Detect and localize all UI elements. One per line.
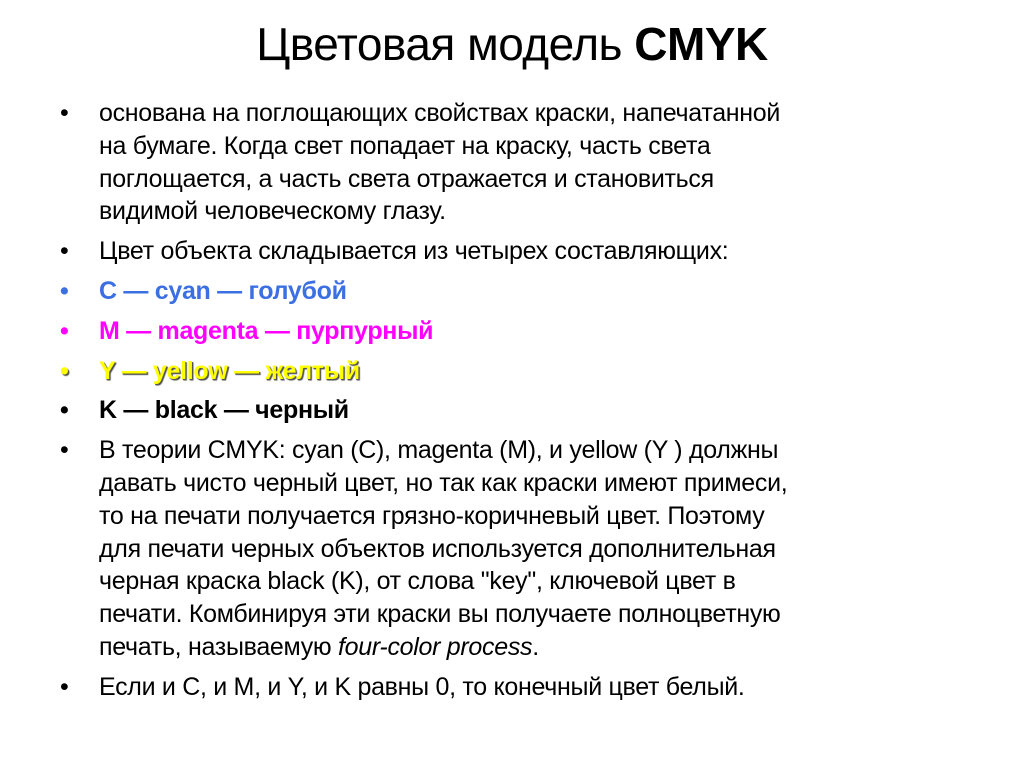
text-line: Если и C, и M, и Y, и K равны 0, то конечный цвет белый. xyxy=(99,672,745,701)
slide-title xyxy=(0,14,1024,74)
text-line: печати. Комбинируя эти краски вы получаете полноцветную xyxy=(99,600,781,629)
text-line: черная краска black (K), от слова "key", ключевой цвет в xyxy=(99,567,736,596)
bullet-icon: • xyxy=(60,356,69,385)
text-line: видимой человеческому глазу. xyxy=(99,197,446,226)
text-line: давать чисто черный цвет, но так как краски имеют примеси, xyxy=(99,468,788,497)
text-line: Цвет объекта складывается из четырех составляющих: xyxy=(99,237,729,266)
bullet-theory xyxy=(56,434,996,664)
bullet-icon: • xyxy=(60,99,69,127)
text-line: на бумаге. Когда свет попадает на краску, часть света xyxy=(99,131,711,160)
text-line: поглощается, а часть света отражается и становиться xyxy=(99,164,714,193)
text-line: В теории CMYK: cyan (C), magenta (M), и yellow (Y ) должны xyxy=(99,436,779,465)
bullet-icon: • xyxy=(60,672,69,701)
text-line: для печати черных объектов используется дополнительная xyxy=(99,534,776,563)
text-span: . xyxy=(532,632,539,661)
text-line: C — cyan — голубой xyxy=(99,276,347,305)
title-text: Цветовая модель xyxy=(256,18,635,70)
italic-term: four-color process xyxy=(338,632,533,661)
bullet-icon: • xyxy=(60,237,69,266)
bullet-icon: • xyxy=(60,436,69,465)
bullet-icon: • xyxy=(60,396,69,425)
bullet-icon: • xyxy=(60,316,69,345)
bullet-white xyxy=(56,671,996,704)
bullet-components xyxy=(56,235,996,268)
text-line: K — black — черный xyxy=(99,396,349,425)
bullet-icon: • xyxy=(60,276,69,305)
bullet-list xyxy=(56,97,996,711)
bullet-magenta xyxy=(56,315,996,348)
bullet-black xyxy=(56,394,996,427)
text-line: то на печати получается грязно-коричневый цвет. Поэтому xyxy=(99,501,765,530)
title-bold: CMYK xyxy=(634,18,768,70)
text-span: печать, называемую xyxy=(99,632,338,661)
text-line xyxy=(99,631,996,664)
bullet-description xyxy=(56,97,996,228)
bullet-cyan xyxy=(56,275,996,308)
text-line: основана на поглощающих свойствах краски, напечатанной xyxy=(99,99,781,127)
text-line: M — magenta — пурпурный xyxy=(99,316,434,345)
text-line: Y — yellow — желтый xyxy=(99,356,360,385)
bullet-yellow xyxy=(56,355,996,388)
